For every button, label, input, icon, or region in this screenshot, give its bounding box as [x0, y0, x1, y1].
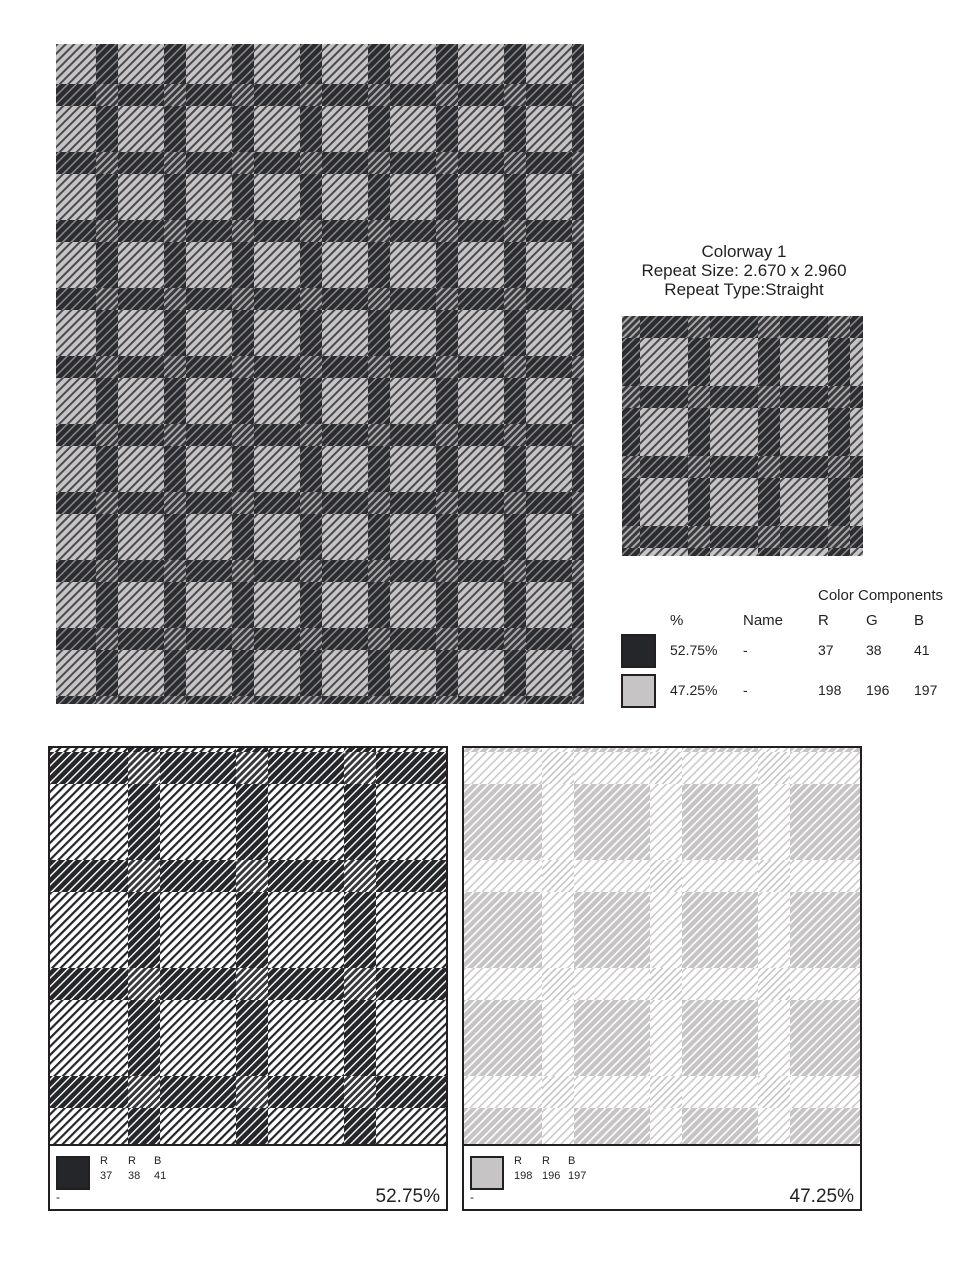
sep2-v3: 197 — [568, 1170, 587, 1182]
color-chip-light — [621, 674, 656, 708]
sep1-h1: R — [100, 1155, 108, 1167]
colorway-heading — [610, 242, 878, 299]
sep2-h1: R — [514, 1155, 522, 1167]
separation-panel-light — [462, 746, 862, 1211]
sep1-h3: B — [154, 1155, 162, 1167]
separation-art-light — [464, 748, 860, 1144]
colorway-title: Colorway 1 — [701, 242, 787, 261]
row1-b: 41 — [914, 642, 930, 658]
row2-r: 198 — [818, 682, 842, 698]
row1-r: 37 — [818, 642, 834, 658]
row2-name: - — [743, 682, 748, 698]
row1-percent: 52.75% — [670, 642, 718, 658]
separation-footer-light — [464, 1144, 860, 1210]
sep2-v2: 196 — [542, 1170, 561, 1182]
separation-panel-dark — [48, 746, 448, 1211]
sep1-v1: 37 — [100, 1170, 113, 1182]
fabric-swatch-large — [56, 44, 584, 704]
fabric-swatch-repeat — [622, 316, 863, 556]
row1-name: - — [743, 642, 748, 658]
column-name: Name — [743, 612, 784, 629]
row2-b: 197 — [914, 682, 938, 698]
sep2-percent: 47.25% — [789, 1186, 854, 1207]
sep2-v1: 198 — [514, 1170, 533, 1182]
sep2-h3: B — [568, 1155, 576, 1167]
color-components-header: Color Components — [818, 587, 944, 604]
separation-footer-dark — [50, 1144, 446, 1210]
column-g: G — [866, 612, 878, 629]
column-r: R — [818, 612, 829, 629]
column-percent: % — [670, 612, 684, 629]
separation-art-dark — [50, 748, 446, 1144]
repeat-type: Repeat Type:Straight — [664, 280, 824, 299]
sep1-percent: 52.75% — [375, 1186, 440, 1207]
sep1-v3: 41 — [154, 1170, 167, 1182]
column-b: B — [914, 612, 925, 629]
row2-g: 196 — [866, 682, 890, 698]
sep2-name: - — [470, 1190, 474, 1204]
row2-percent: 47.25% — [670, 682, 718, 698]
color-chip-dark — [621, 634, 656, 668]
sep1-name: - — [56, 1190, 60, 1204]
separation-chip-dark — [56, 1156, 90, 1190]
separation-chip-light — [470, 1156, 504, 1190]
sep1-h2: R — [128, 1155, 136, 1167]
row1-g: 38 — [866, 642, 882, 658]
sep2-h2: R — [542, 1155, 550, 1167]
sep1-v2: 38 — [128, 1170, 141, 1182]
repeat-size: Repeat Size: 2.670 x 2.960 — [641, 261, 847, 280]
